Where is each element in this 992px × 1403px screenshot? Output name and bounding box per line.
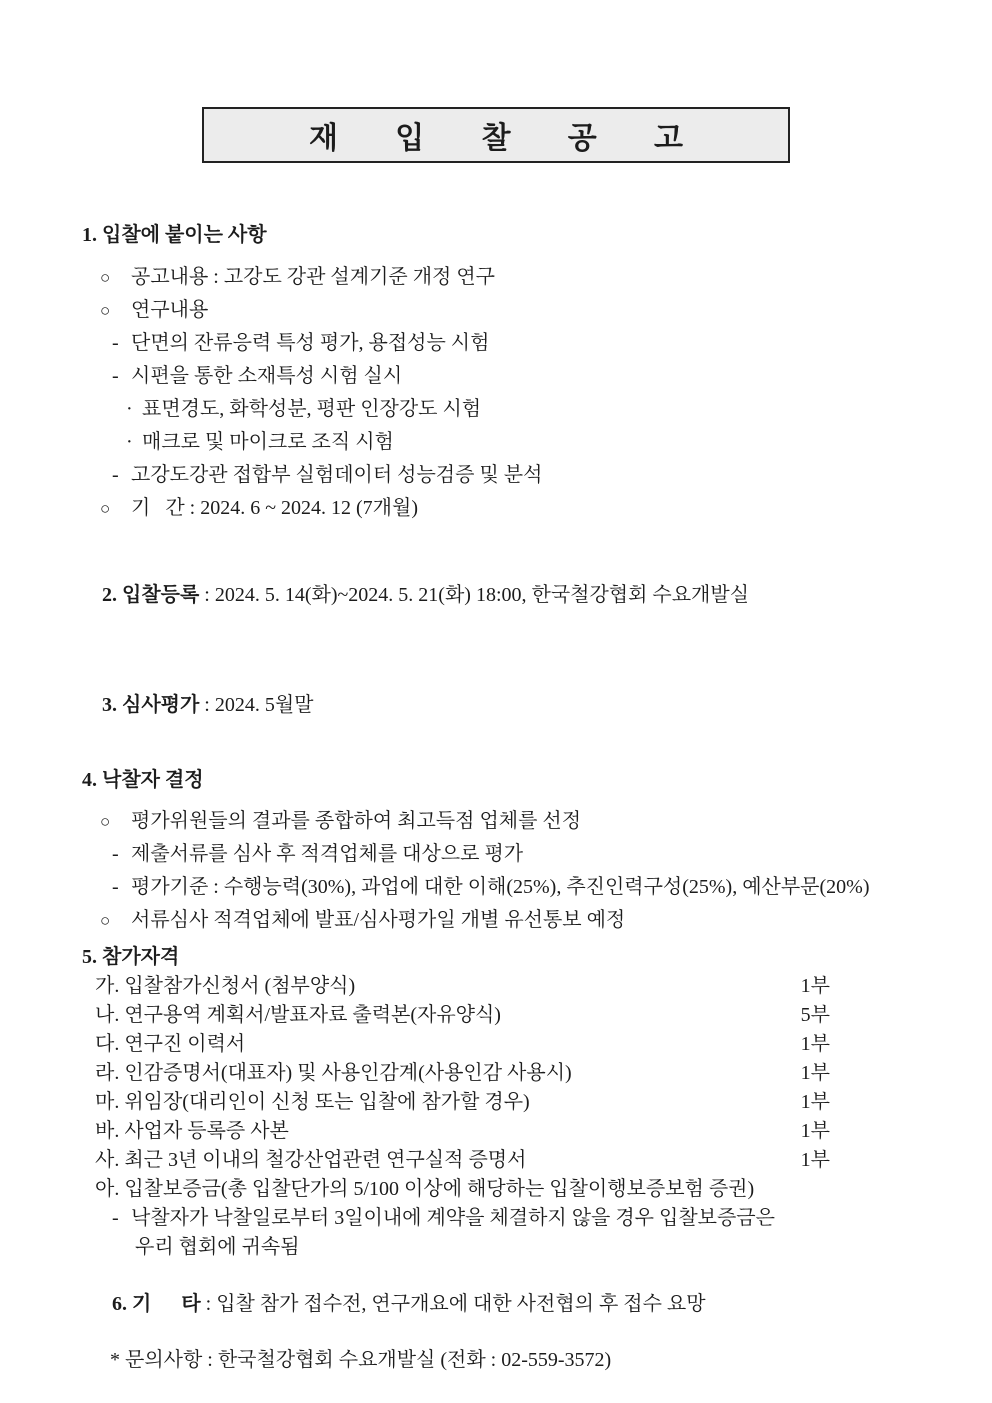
section-3-text: : 2024. 5월말	[199, 694, 314, 716]
list-item-text: 연구내용	[131, 299, 209, 321]
deposit-line: 아. 입찰보증금(총 입찰단가의 5/100 이상에 해당하는 입찰이행보증보험 증권)	[95, 1178, 755, 1200]
section-5-heading: 5. 참가자격	[82, 946, 180, 968]
list-item-text: 표면경도, 화학성분, 평판 인장강도 시험	[142, 398, 482, 420]
list-item	[82, 426, 910, 459]
dash-bullet: -	[112, 332, 119, 354]
deposit-sub-line-2: 우리 협회에 귀속됨	[135, 1236, 300, 1258]
dash-bullet: -	[112, 365, 119, 387]
section-bid-registration	[82, 546, 910, 645]
attachment-label: 사. 최근 3년 이내의 철강산업관련 연구실적 증명서	[95, 1149, 527, 1171]
section-6-text: : 입찰 참가 접수전, 연구개요에 대한 사전협의 후 접수 요망	[200, 1293, 706, 1315]
attachment-count: 1부	[800, 1091, 830, 1113]
attachment-row	[82, 1117, 910, 1146]
contact-note: * 문의사항 : 한국철강협회 수요개발실 (전화 : 02-559-3572)	[110, 1349, 612, 1371]
section-winner-decision	[82, 764, 910, 937]
list-item-text: 고강도강관 접합부 실험데이터 성능검증 및 분석	[131, 464, 543, 486]
section-1-heading: 1. 입찰에 붙이는 사항	[82, 224, 267, 246]
list-item	[82, 261, 910, 294]
deposit-sub-line	[82, 1204, 910, 1233]
attachment-label: 가. 입찰참가신청서 (첨부양식)	[95, 975, 356, 997]
list-item	[82, 459, 910, 492]
attachment-row	[82, 1059, 910, 1088]
list-item-text: 평가위원들의 결과를 종합하여 최고득점 업체를 선정	[131, 810, 582, 832]
list-item	[82, 871, 910, 904]
circle-bullet: ○	[100, 268, 111, 287]
section-misc	[82, 1262, 910, 1374]
dash-bullet: -	[112, 843, 119, 865]
list-item	[82, 492, 910, 525]
list-item-text: 시편을 통한 소재특성 시험 실시	[131, 365, 403, 387]
attachment-count: 5부	[800, 1004, 830, 1026]
attachment-label: 다. 연구진 이력서	[95, 1033, 246, 1055]
list-item-text: 서류심사 적격업체에 발표/심사평가일 개별 유선통보 예정	[131, 909, 626, 931]
list-item-text: 공고내용 : 고강도 강관 설계기준 개정 연구	[131, 266, 495, 288]
attachment-count: 1부	[800, 975, 830, 997]
dot-bullet: ·	[126, 431, 133, 453]
dash-bullet: -	[112, 876, 119, 898]
deposit-sub-text: 낙찰자가 낙찰일로부터 3일이내에 계약을 체결하지 않을 경우 입찰보증금은	[131, 1207, 775, 1229]
list-item-text: 기 간 : 2024. 6 ~ 2024. 12 (7개월)	[131, 497, 418, 519]
section-2-text: : 2024. 5. 14(화)~2024. 5. 21(화) 18:00, 한국철강협회 수요개발실	[199, 584, 750, 606]
attachment-label: 바. 사업자 등록증 사본	[95, 1120, 289, 1142]
dash-bullet: -	[112, 464, 119, 486]
attachment-label: 라. 인감증명서(대표자) 및 사용인감계(사용인감 사용시)	[95, 1062, 572, 1084]
attachment-label: 마. 위임장(대리인이 신청 또는 입찰에 참가할 경우)	[95, 1091, 530, 1113]
attachment-count: 1부	[800, 1062, 830, 1084]
list-item	[82, 294, 910, 327]
list-item	[82, 327, 910, 360]
list-item	[82, 838, 910, 871]
attachment-label: 나. 연구용역 계획서/발표자료 출력본(자유양식)	[95, 1004, 501, 1026]
dash-bullet: -	[112, 1207, 119, 1229]
section-3-heading: 3. 심사평가	[102, 694, 200, 716]
document-title: 재 입 찰 공 고	[308, 122, 686, 155]
list-item	[82, 360, 910, 393]
list-item-text: 평가기준 : 수행능력(30%), 과업에 대한 이해(25%), 추진인력구성(25%), 예산부문(20%)	[131, 876, 870, 898]
attachment-count: 1부	[800, 1149, 830, 1171]
attachment-row	[82, 1088, 910, 1117]
list-item-text: 제출서류를 심사 후 적격업체를 대상으로 평가	[131, 843, 524, 865]
section-4-heading: 4. 낙찰자 결정	[82, 769, 204, 791]
list-item	[82, 805, 910, 838]
list-item-text: 매크로 및 마이크로 조직 시험	[142, 431, 394, 453]
attachment-row	[82, 972, 910, 1001]
list-item-text: 단면의 잔류응력 특성 평가, 용접성능 시험	[131, 332, 490, 354]
section-2-heading: 2. 입찰등록	[102, 584, 200, 606]
section-qualifications	[82, 943, 910, 1262]
attachment-row	[82, 1146, 910, 1175]
circle-bullet: ○	[100, 499, 111, 518]
circle-bullet: ○	[100, 911, 111, 930]
section-6-line	[82, 1262, 910, 1346]
attachment-row	[82, 1030, 910, 1059]
section-evaluation-date	[82, 656, 910, 755]
list-item	[82, 393, 910, 426]
attachment-count: 1부	[800, 1120, 830, 1142]
attachment-row	[82, 1001, 910, 1030]
circle-bullet: ○	[100, 301, 111, 320]
section-6-heading: 6. 기 타	[112, 1293, 201, 1315]
dot-bullet: ·	[126, 398, 133, 420]
circle-bullet: ○	[100, 812, 111, 831]
attachment-count: 1부	[800, 1033, 830, 1055]
title-box	[202, 107, 790, 163]
list-item	[82, 904, 910, 937]
section-bid-matters	[82, 219, 910, 525]
